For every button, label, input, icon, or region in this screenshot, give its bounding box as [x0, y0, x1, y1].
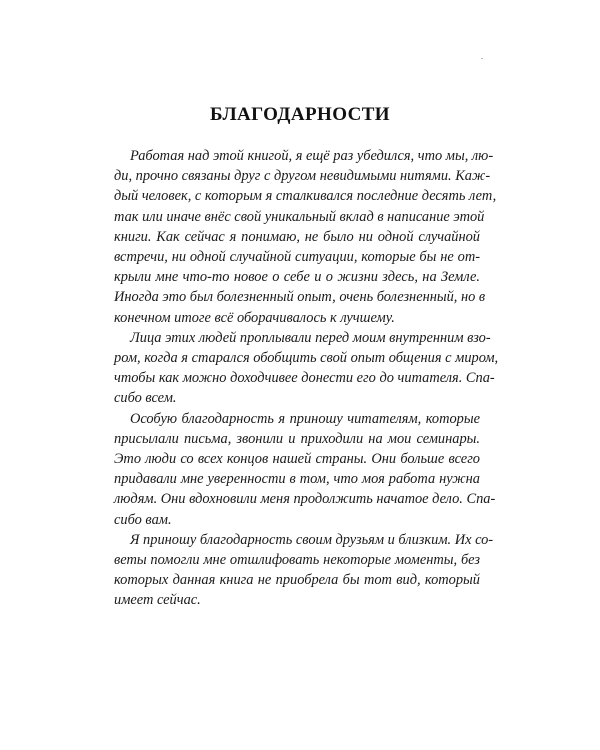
page-mark	[481, 58, 483, 59]
text-line: сибо всем.	[114, 390, 177, 407]
text-line: которых данная книга не приобрела бы тот вид, который	[114, 572, 480, 589]
text-line: Особую благодарность я приношу читателям, которые	[130, 410, 480, 427]
text-line: придавали мне уверенности в том, что моя работа нужна	[114, 471, 480, 488]
text-line: Это люди со всех концов нашей страны. Они больше всего	[114, 451, 480, 468]
text-line: присылали письма, звонили и приходили на мои семинары.	[114, 430, 480, 447]
paragraph-4	[114, 530, 494, 611]
text-line: встречи, ни одной случайной ситуации, которые бы не от-	[114, 249, 480, 266]
text-line: крыли мне что-то новое о себе и о жизни здесь, на Земле.	[114, 269, 480, 286]
text-line: людям. Они вдохновили меня продолжить начатое дело. Спа-	[114, 491, 496, 508]
text-line: Иногда это был болезненный опыт, очень болезненный, но в	[114, 289, 486, 306]
text-line: дый человек, с которым я сталкивался последние десять лет,	[114, 188, 497, 205]
paragraph-2	[114, 328, 499, 409]
paragraph-3	[114, 409, 496, 530]
text-line: Я приношу благодарность своим друзьям и близким. Их со-	[130, 531, 494, 548]
page-title: БЛАГОДАРНОСТИ	[210, 104, 390, 125]
text-line: конечном итоге всё оборачивалось к лучшему.	[114, 309, 395, 326]
text-line: веты помогли мне отшлифовать некоторые моменты, без	[114, 552, 480, 569]
text-line: ром, когда я старался обобщить свой опыт общения с миром,	[114, 350, 499, 367]
text-line: сибо вам.	[114, 511, 172, 528]
text-line: имеет сейчас.	[114, 592, 201, 609]
text-line: чтобы как можно доходчивее донести его до читателя. Спа-	[114, 370, 495, 387]
text-line: ди, прочно связаны друг с другом невидимыми нитями. Каж-	[114, 168, 491, 185]
body-text	[114, 146, 499, 611]
text-line: так или иначе внёс свой уникальный вклад в написание этой	[114, 208, 485, 225]
text-line: книги. Как сейчас я понимаю, не было ни одной случайной	[114, 228, 480, 245]
text-line: Работая над этой книгой, я ещё раз убедился, что мы, лю-	[130, 148, 494, 164]
text-line: Лица этих людей проплывали перед моим внутренним взо-	[130, 329, 491, 346]
paragraph-1	[114, 146, 497, 328]
